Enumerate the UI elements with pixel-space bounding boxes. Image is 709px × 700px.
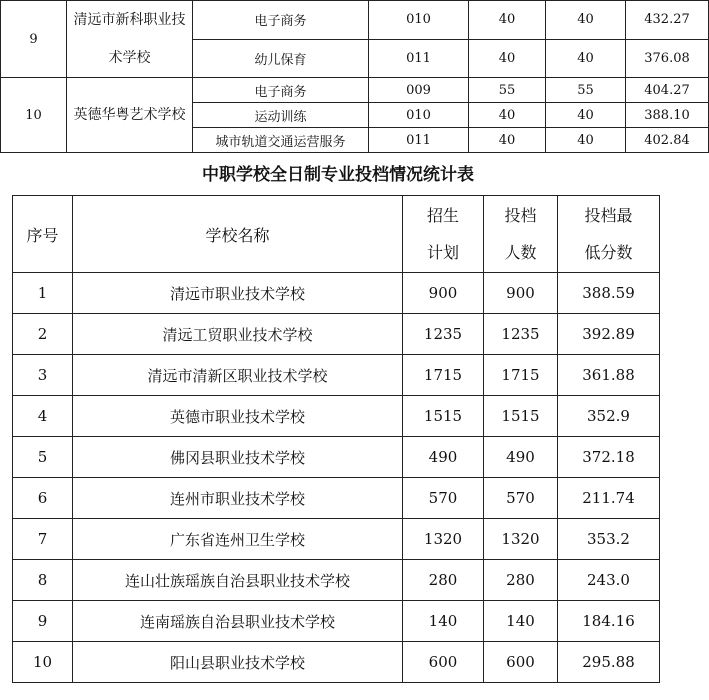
header-admitted-line1: 投档: [504, 206, 537, 225]
row-index: 9: [1, 1, 67, 78]
table-row: [13, 478, 660, 519]
table-row: [13, 642, 660, 683]
major-code: 009: [369, 78, 469, 103]
table-row: [13, 273, 660, 314]
row-index: 1: [13, 273, 73, 314]
header-admitted-line2: 人数: [504, 243, 537, 262]
major-code: 011: [369, 128, 469, 153]
major-name: 电子商务: [193, 1, 369, 40]
row-index: 6: [13, 478, 73, 519]
plan-count: 280: [403, 560, 484, 601]
min-score: 184.16: [558, 601, 660, 642]
row-index: 10: [13, 642, 73, 683]
major-name: 电子商务: [193, 78, 369, 103]
plan-count: 40: [469, 103, 546, 128]
plan-count: 40: [469, 39, 546, 78]
header-school: 学校名称: [73, 196, 403, 273]
major-code: 010: [369, 1, 469, 40]
min-score: 295.88: [558, 642, 660, 683]
school-name: 连州市职业技术学校: [73, 478, 403, 519]
table-row: [13, 560, 660, 601]
min-score: 402.84: [626, 128, 709, 153]
plan-count: 490: [403, 437, 484, 478]
plan-count: 1715: [403, 355, 484, 396]
school-name: 英德市职业技术学校: [73, 396, 403, 437]
major-name: 幼儿保育: [193, 39, 369, 78]
admitted-count: 40: [546, 103, 626, 128]
plan-count: 1235: [403, 314, 484, 355]
school-name: 清远市职业技术学校: [73, 273, 403, 314]
school-name: 清远市新科职业技术学校: [67, 1, 193, 78]
row-index: 5: [13, 437, 73, 478]
row-index: 9: [13, 601, 73, 642]
table-title: 中职学校全日制专业投档情况统计表: [202, 165, 474, 185]
plan-count: 600: [403, 642, 484, 683]
plan-count: 1320: [403, 519, 484, 560]
enrollment-table: [12, 195, 660, 683]
row-index: 3: [13, 355, 73, 396]
plan-count: 1515: [403, 396, 484, 437]
header-min-score-line2: 低分数: [584, 243, 633, 262]
table-row: [1, 1, 709, 40]
plan-count: 40: [469, 128, 546, 153]
major-name: 运动训练: [193, 103, 369, 128]
header-min-score: [558, 196, 660, 273]
min-score: 243.0: [558, 560, 660, 601]
row-index: 2: [13, 314, 73, 355]
table-row: [13, 314, 660, 355]
table-row: [13, 601, 660, 642]
table-row: [13, 355, 660, 396]
major-name: 城市轨道交通运营服务: [193, 128, 369, 153]
admitted-count: 1320: [484, 519, 558, 560]
admitted-count: 140: [484, 601, 558, 642]
plan-count: 900: [403, 273, 484, 314]
admitted-count: 490: [484, 437, 558, 478]
admitted-count: 280: [484, 560, 558, 601]
header-plan-line1: 招生: [426, 206, 459, 225]
admitted-count: 40: [546, 39, 626, 78]
school-name: 阳山县职业技术学校: [73, 642, 403, 683]
school-name: 广东省连州卫生学校: [73, 519, 403, 560]
min-score: 372.18: [558, 437, 660, 478]
table-row: [13, 396, 660, 437]
header-admitted: [484, 196, 558, 273]
top-major-table: [0, 0, 709, 153]
header-min-score-line1: 投档最: [584, 206, 633, 225]
plan-count: 570: [403, 478, 484, 519]
school-name: 佛冈县职业技术学校: [73, 437, 403, 478]
table-header-row: [13, 196, 660, 273]
admitted-count: 1515: [484, 396, 558, 437]
plan-count: 40: [469, 1, 546, 40]
admitted-count: 40: [546, 1, 626, 40]
admitted-count: 570: [484, 478, 558, 519]
min-score: 211.74: [558, 478, 660, 519]
min-score: 388.10: [626, 103, 709, 128]
admitted-count: 55: [546, 78, 626, 103]
table-row: [13, 437, 660, 478]
school-name: 连山壮族瑶族自治县职业技术学校: [73, 560, 403, 601]
plan-count: 140: [403, 601, 484, 642]
min-score: 353.2: [558, 519, 660, 560]
min-score: 432.27: [626, 1, 709, 40]
admitted-count: 40: [546, 128, 626, 153]
min-score: 352.9: [558, 396, 660, 437]
header-plan: [403, 196, 484, 273]
header-index: 序号: [13, 196, 73, 273]
school-name: 清远工贸职业技术学校: [73, 314, 403, 355]
school-name: 英德华粤艺术学校: [67, 78, 193, 153]
min-score: 392.89: [558, 314, 660, 355]
table-row: [1, 78, 709, 103]
row-index: 4: [13, 396, 73, 437]
row-index: 10: [1, 78, 67, 153]
admitted-count: 1235: [484, 314, 558, 355]
header-plan-line2: 计划: [426, 243, 459, 262]
school-name: 清远市清新区职业技术学校: [73, 355, 403, 396]
row-index: 8: [13, 560, 73, 601]
admitted-count: 1715: [484, 355, 558, 396]
major-code: 011: [369, 39, 469, 78]
table-row: [13, 519, 660, 560]
admitted-count: 900: [484, 273, 558, 314]
row-index: 7: [13, 519, 73, 560]
plan-count: 55: [469, 78, 546, 103]
min-score: 361.88: [558, 355, 660, 396]
min-score: 404.27: [626, 78, 709, 103]
admitted-count: 600: [484, 642, 558, 683]
min-score: 388.59: [558, 273, 660, 314]
major-code: 010: [369, 103, 469, 128]
min-score: 376.08: [626, 39, 709, 78]
school-name: 连南瑶族自治县职业技术学校: [73, 601, 403, 642]
